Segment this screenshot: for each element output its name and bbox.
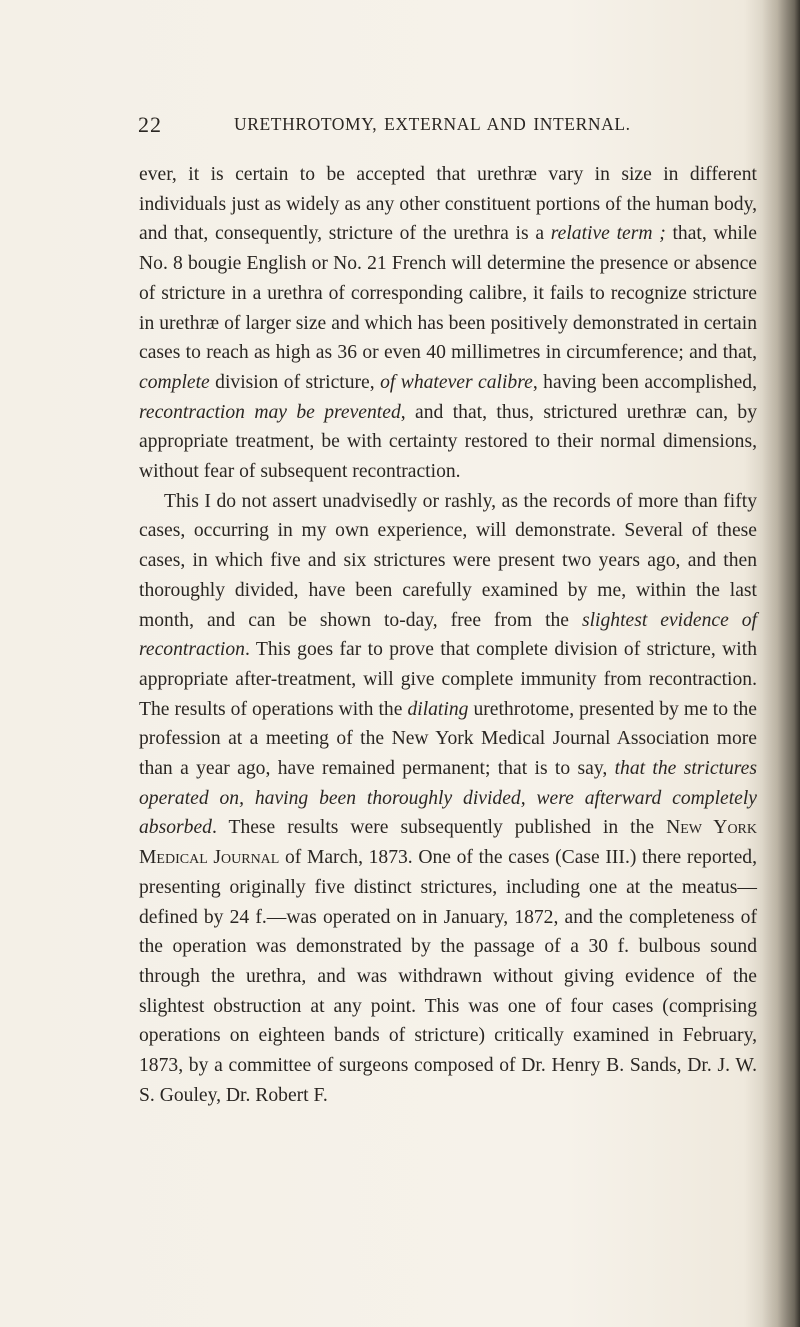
- italic-text: that the strictures operated on, having been thoroughly divided, were afterward completely absorbed: [139, 758, 757, 839]
- paragraph: [139, 487, 757, 1111]
- text-run: ever, it is certain to be accepted that urethræ vary in size in different individuals just as widely as any other constituent portions of the human body, and that, consequently, stricture of the urethra is a: [139, 164, 757, 245]
- italic-text: of whatever calibre: [380, 371, 533, 393]
- body-text: [139, 160, 757, 1111]
- running-head: URETHROTOMY, EXTERNAL AND INTERNAL.: [234, 114, 631, 134]
- text-run: . This goes far to prove that complete division of stricture, with appropriate after-treatment, will give complete immunity from recontraction. The results of operations with the: [139, 639, 757, 720]
- page-number: 22: [138, 112, 162, 137]
- text-run: . These results were subsequently published in the: [211, 817, 667, 839]
- text-run: that, while No. 8 bougie English or No. 21 French will determine the presence or absence of stricture in a urethra of corresponding calibre, it fails to recognize stricture in urethræ of larger size and which has been positively demonstrated in certain cases to reach as high as 36 or even 40 millimetres in circumference; and that,: [139, 223, 757, 364]
- paragraph: [139, 160, 757, 487]
- text-run: , having been accomplished,: [532, 371, 757, 393]
- text-run: division of stricture,: [209, 371, 381, 393]
- text-run: of March, 1873. One of the cases (Case III.) there reported, presenting originally five distinct strictures, including one at the meatus—defined by 24 f.—was operated on in January, 1872, and the completeness of the operation was demonstrated by the passage of a 30 f. bulbous sound through the urethra, and was withdrawn without giving evidence of the slightest obstruction at any point. This was one of four cases (comprising operations on eighteen bands of stricture) critically examined in February, 1873, by a committee of surgeons composed of Dr. Henry B. Sands, Dr. J. W. S. Gouley, Dr. Robert F.: [139, 847, 757, 1106]
- text-run: , and that, thus, strictured urethræ can, by appropriate treatment, be with certainty restored to their normal dimensions, without fear of subsequent recontraction.: [139, 401, 757, 483]
- italic-text: dilating: [407, 698, 469, 720]
- book-spine-shadow: [762, 0, 800, 1327]
- small-caps-text: New York Medical Journal: [139, 817, 757, 869]
- italic-text: complete: [139, 371, 210, 393]
- italic-text: relative term ;: [550, 223, 666, 245]
- italic-text: slightest evidence of recontraction: [139, 609, 757, 661]
- page-header: [138, 112, 758, 142]
- text-run: This I do not assert unadvisedly or rashly, as the records of more than fifty cases, occurring in my own experience, will demonstrate. Several of these cases, in which five and six strictures were present two years ago, and then thoroughly divided, have been carefully examined by me, within the last month, and can be shown to-day, free from the: [139, 490, 757, 631]
- italic-text: recontraction may be prevented: [139, 401, 401, 423]
- text-run: urethrotome, presented by me to the profession at a meeting of the New York Medical Journal Association more than a year ago, have remained permanent; that is to say,: [139, 698, 757, 780]
